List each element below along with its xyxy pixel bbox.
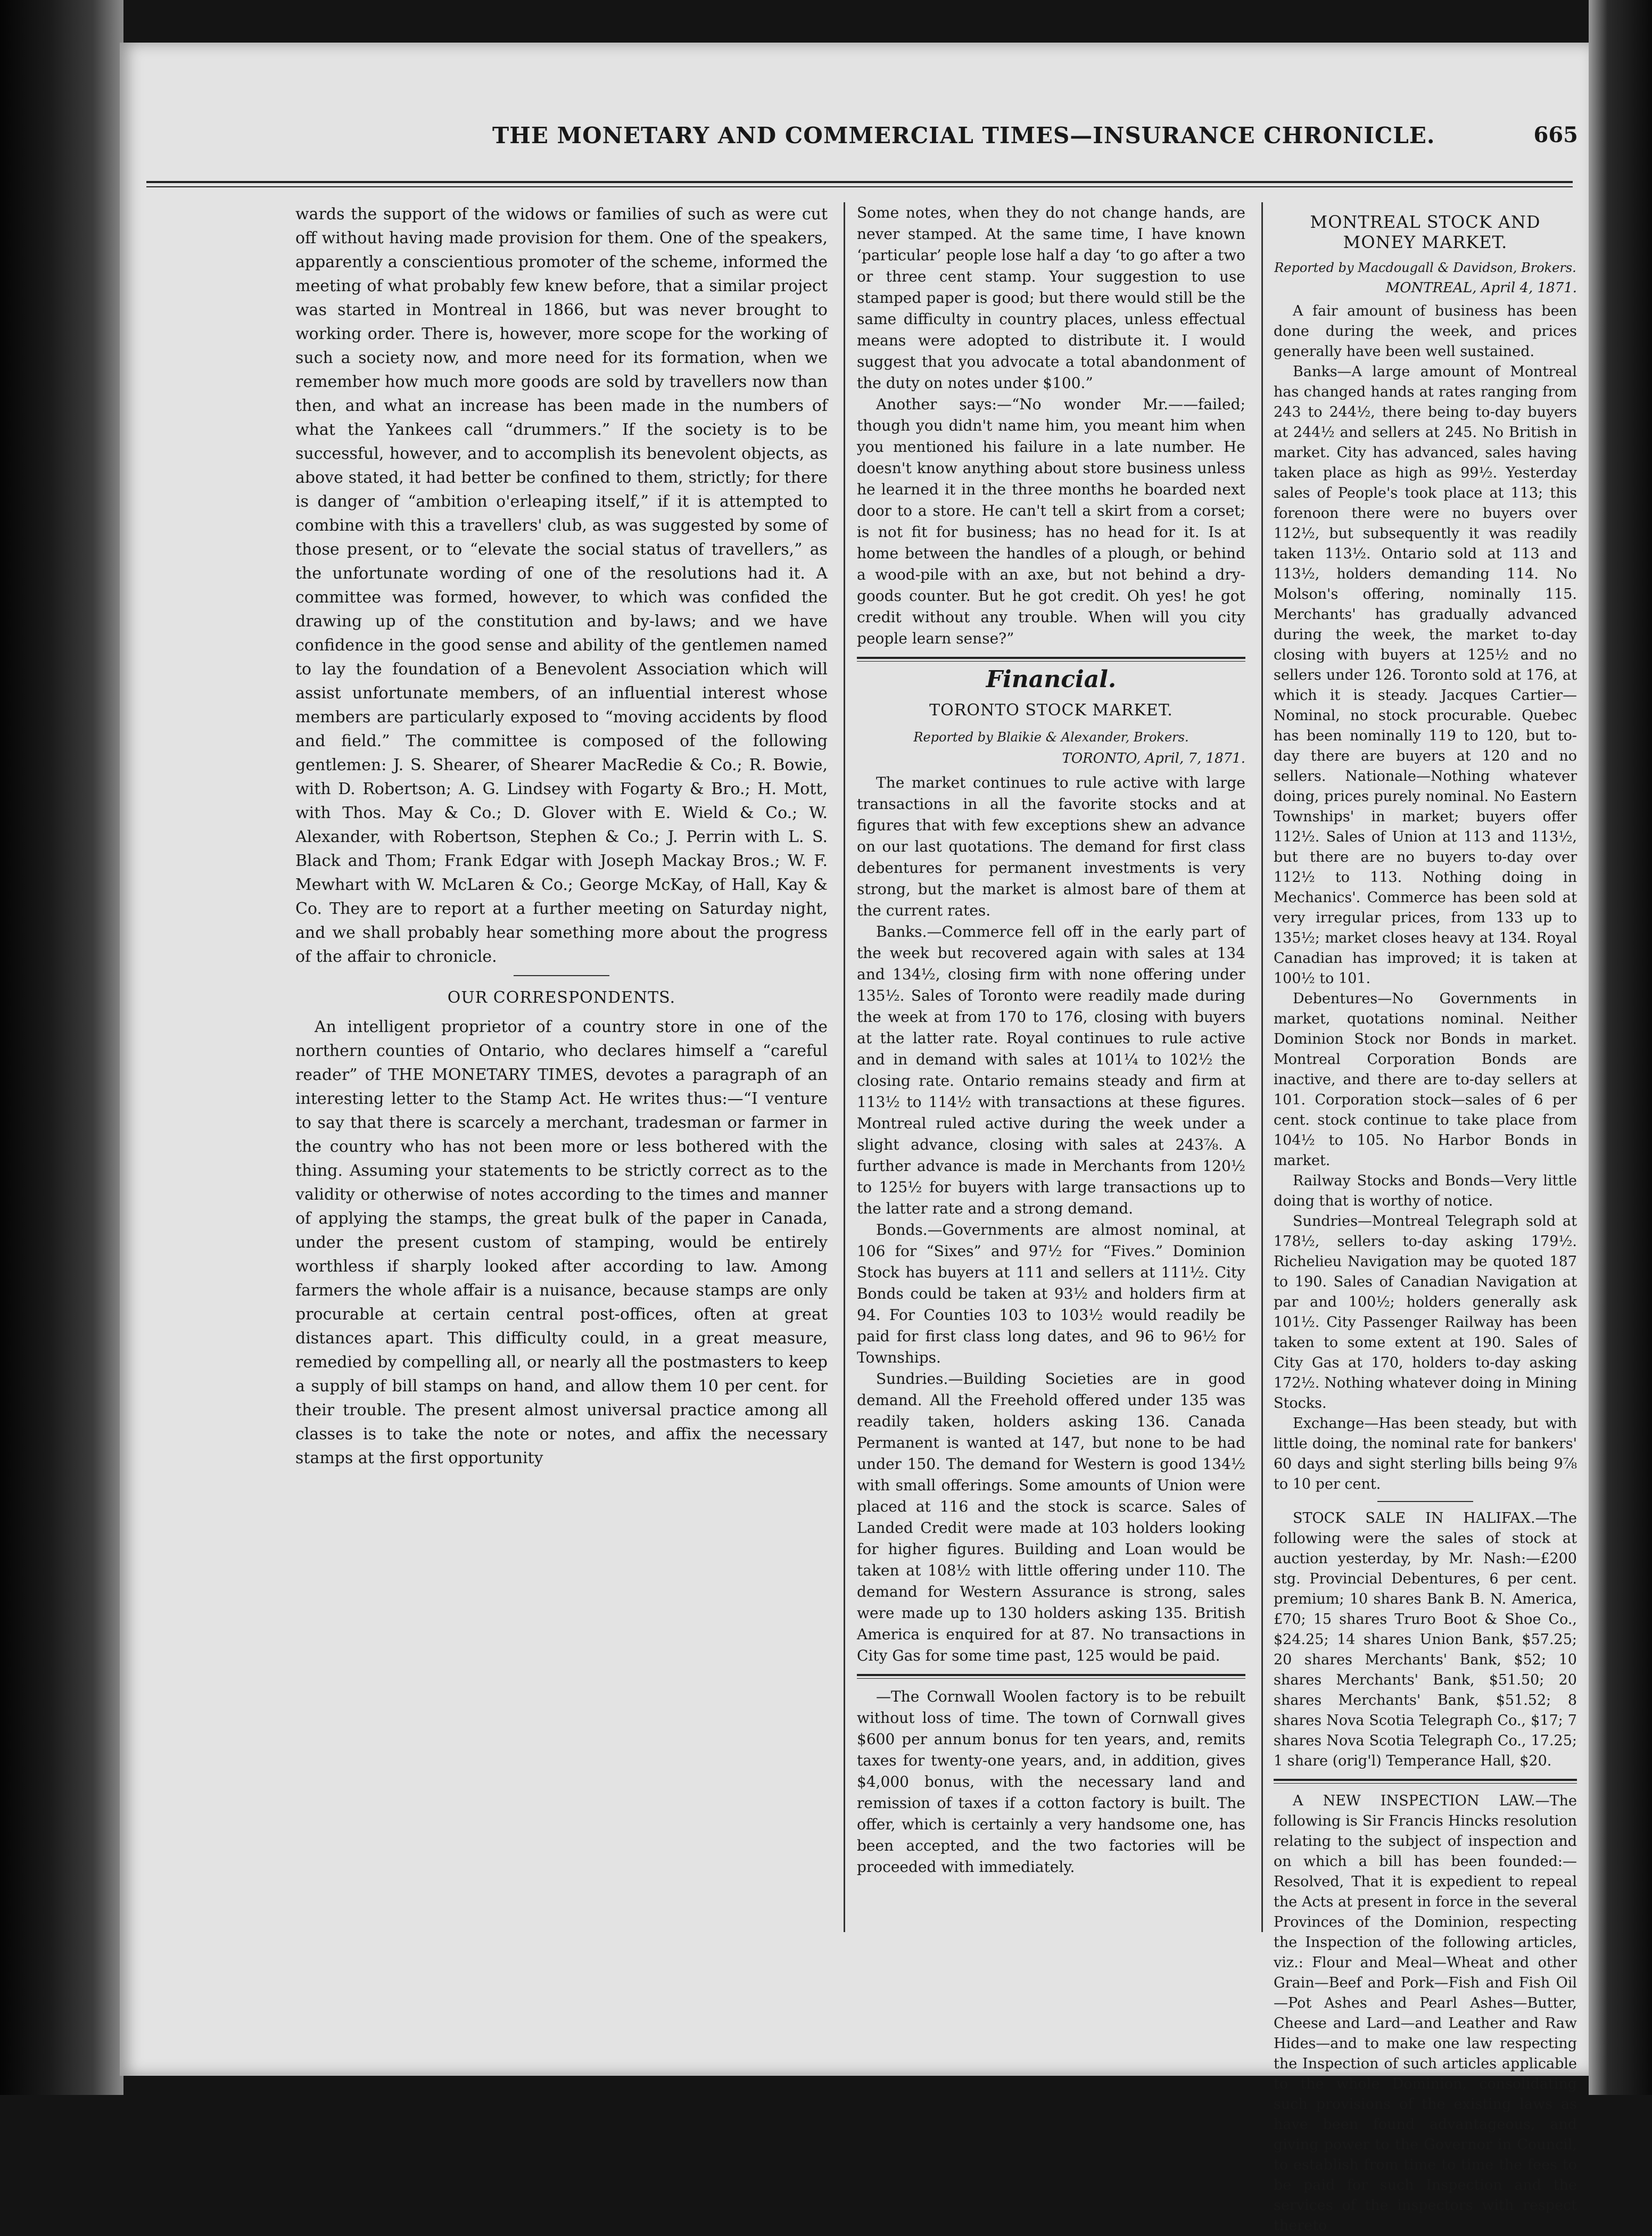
header-rule (146, 181, 1573, 187)
montreal-exchange: Exchange—Has been steady, but with little doing, the nominal rate for bankers' 60 days and sight sterling bills being 9⅞ to 10 per cent. (1274, 1415, 1577, 1492)
toronto-banks: Banks.—Commerce fell off in the early part of the week but recovered again with sales at 134 and 134½, closing firm with none offering under 135½. Sales of Toronto were readily made during the week at from 170 to 176, closing with buyers at the latter rate. Royal continues to rule active and in demand with sales at 101¼ to 102½ the closing rate. Ontario remains steady and firm at 113½ to 114½ with transactions at these figures. Montreal ruled active during the week under a slight advance, closing with sales at 243⅞. A further advance is made in Merchants from 120½ to 125½ for buyers with large transactions up to the latter rate and a strong demand. (857, 923, 1245, 1217)
column-2 (857, 202, 1245, 2012)
column-rule-1 (844, 202, 845, 1932)
correspondents-heading: OUR CORRESPONDENTS. (447, 988, 676, 1007)
section-divider (514, 975, 609, 976)
toronto-sundries: Sundries.—Building Societies are in good demand. All the Freehold offered under 135 was readily taken, holders asking 136. Canada Permanent is wanted at 147, but none to be had under 150. The demand for Western is good 134½ with small offerings. Some amounts of Union were placed at 116 and the stock is scarce. Sales of Landed Credit were made at 103 holders looking for higher figures. Building and Loan would be taken at 108½ with little offering under 110. The demand for Western Assurance is strong, sales were made up to 130 holders asking 135. British America is enquired for at 87. No transactions in City Gas for some time past, 125 would be paid. (857, 1370, 1245, 1664)
montreal-debentures: Debentures—No Governments in market, quotations nominal. Neither Dominion Stock nor Bonds in market. Montreal Corporation Bonds are inactive, and there are to-day sellers at 101. Corporation stock—sales of 6 per cent. stock continue to take place from 104½ to 105. No Harbor Bonds in market. (1274, 991, 1577, 1169)
toronto-dateline: TORONTO, April, 7, 1871. (1062, 750, 1245, 766)
page-title: THE MONETARY AND COMMERCIAL TIMES—INSURANCE CHRONICLE. (492, 122, 1435, 148)
montreal-railway: Railway Stocks and Bonds—Very little doing that is worthy of notice. (1274, 1173, 1577, 1209)
montreal-sundries: Sundries—Montreal Telegraph sold at 178½, sellers to-day asking 179½. Richelieu Navigation may be quoted 187 to 190. Sales of Canadian Navigation at par and 100½; holders generally ask 101½. City Passenger Railway has been taken to some extent at 190. Sales of City Gas at 170, holders to-day asking 172½. Nothing whatever doing in Mining Stocks. (1274, 1213, 1577, 1412)
inspection-law-paragraph: A NEW INSPECTION LAW.—The following is Sir Francis Hincks resolution relating to the subject of inspection and on which a bill has been founded:—Resolved, That it is expedient to repeal the Acts at present in force in the several Provinces of the Dominion, respecting the Inspection of the following articles, viz.: Flour and Meal—Wheat and other Grain—Beef and Pork—Fish and Fish Oil—Pot Ashes and Pearl Ashes—Butter, Cheese and Lard—and Leather and Raw Hides—and to make one law respecting the Inspection of such articles applicable to the whole Dominion, consolidating such provisions of the existing laws as have been found advantageous, and giving power to the Governor in Council, to establish from time to time the fees to be paid for such Inspection and the services of the inspectors with respect thereto (1274, 1793, 1577, 2234)
montreal-stock-heading: MONTREAL STOCK AND MONEY MARKET. (1310, 212, 1541, 252)
financial-divider (857, 657, 1245, 662)
halifax-stock-sale: STOCK SALE IN HALIFAX.—The following were the sales of stock at auction yesterday, by Mr. Nash:—£200 stg. Provincial Debentures, 6 per cent. premium; 10 shares Bank B. N. America, £70; 15 shares Truro Boot & Shoe Co., $24.25; 14 shares Union Bank, $57.25; 20 shares Merchants' Bank, $52; 10 shares Merchants' Bank, $51.50; 20 shares Merchants' Bank, $51.52; 8 shares Nova Scotia Telegraph Co., $17; 7 shares Nova Scotia Telegraph Co., 17.25; 1 share (orig'l) Temperance Hall, $20. (1274, 1510, 1577, 1769)
halifax-divider (1377, 1501, 1473, 1502)
montreal-banks: Banks—A large amount of Montreal has changed hands at rates ranging from 243 to 244½, there being to-day buyers at 244½ and sellers at 245. No British in market. City has advanced, sales having taken place as high as 99½. Yesterday sales of People's took place at 113; this forenoon there were no buyers over 112½, but subsequently it was readily taken 113½. Ontario sold at 113 and 113½, holders demanding 114. No Molson's offering, nominally 115. Merchants' has gradually advanced during the week, the market to-day closing with buyers at 125½ and no sellers under 126. Toronto sold at 176, at which it is steady. Jacques Cartier—Nominal, no stock procurable. Quebec has been nominally 119 to 120, but to-day there are buyers at 120 and no sellers. Nationale—Nothing whatever doing, prices purely nominal. No Eastern Townships' in market; buyers offer 112½. Sales of Union at 113 and 113½, but there are no buyers to-day over 112½ to 113. Nothing doing in Mechanics'. Commerce has been sold at very irregular prices, from 133 up to 135½; market closes heavy at 134. Royal Canadian has improved; it is taken at 100½ to 101. (1274, 364, 1577, 987)
column-1 (295, 202, 828, 2012)
scan-edge-right (1589, 0, 1652, 2095)
column-rule-2 (1261, 202, 1263, 1932)
financial-heading: Financial. (986, 666, 1117, 693)
page-header (120, 122, 1589, 170)
toronto-bonds: Bonds.—Governments are almost nominal, at 106 for “Sixes” and 97½ for “Fives.” Dominion Stock has buyers at 111 and sellers at 111½. City Bonds could be taken at 93½ and holders firm at 94. For Counties 103 to 103½ would readily be paid for first class long dates, and 96 to 96½ for Townships. (857, 1221, 1245, 1366)
montreal-dateline: MONTREAL, April 4, 1871. (1385, 280, 1577, 296)
stamp-letter-continued: Some notes, when they do not change hands, are never stamped. At the same time, I have known ‘particular’ people lose half a day ‘to go after a two or three cent stamp. Your suggestion to use stamped paper is good; but there would still be the same difficulty in country places, unless effectual means were adopted to distribute it. I would suggest that you advocate a total abandonment of the duty on notes under $100.” (857, 204, 1245, 392)
montreal-reported-by: Reported by Macdougall & Davidson, Brokers. (1274, 260, 1576, 275)
page-number: 665 (1533, 122, 1578, 147)
another-correspondent-paragraph: Another says:—“No wonder Mr.——failed; though you didn't name him, you meant him when you mentioned his failure in a late number. He doesn't know anything about store business unless he learned it in the three months he boarded next door to a store. He can't tell a skirt from a corset; is not fit for business; has no head for it. Is at home between the handles of a plough, or behind a wood-pile with an axe, but not behind a dry-goods counter. But he got credit. Oh yes! he got credit without any trouble. When will you city people learn sense?” (857, 395, 1245, 647)
toronto-stock-heading: TORONTO STOCK MARKET. (929, 701, 1173, 720)
toronto-reported-by: Reported by Blaikie & Alexander, Brokers. (913, 730, 1189, 745)
toronto-market-intro: The market continues to rule active with large transactions in all the favorite stocks and at figures that with few exceptions shew an advance on our last quotations. The demand for first class debentures for permanent investments is very strong, but the market is almost bare of them at the current rates. (857, 774, 1245, 919)
inspection-divider (1274, 1779, 1577, 1784)
newspaper-page (120, 43, 1589, 2234)
correspondents-paragraph: An intelligent proprietor of a country store in one of the northern counties of Ontario, who declares himself a “careful reader” of THE MONETARY TIMES, devotes a paragraph of an interesting letter to the Stamp Act. He writes thus:—“I venture to say that there is scarcely a merchant, tradesman or farmer in the country who has not been more or less bothered with the thing. Assuming your statements to be strictly correct as to the validity or otherwise of notes according to the times and manner of applying the stamps, the great bulk of the paper in Canada, under the present custom of stamping, would be entirely worthless if sharply looked after according to law. Among farmers the whole affair is a nuisance, because stamps are only procurable at certain central post-offices, often at great distances apart. This difficulty could, in a great measure, remedied by compelling all, or nearly all the postmasters to keep a supply of bill stamps on hand, and allow them 10 per cent. for their trouble. The present almost universal practice among all classes is to take the note or notes, and affix the necessary stamps at the first opportunity (295, 1018, 828, 1467)
montreal-intro: A fair amount of business has been done during the week, and prices generally have been well sustained. (1274, 303, 1577, 360)
cornwall-divider (857, 1674, 1245, 1679)
scan-edge-left (0, 0, 123, 2095)
cornwall-woolen-paragraph: —The Cornwall Woolen factory is to be rebuilt without loss of time. The town of Cornwall gives $600 per annum bonus for ten years, and, remits taxes for twenty-one years, and, in addition, gives $4,000 bonus, with the necessary land and remission of taxes if a cotton factory is built. The offer, which is certainly a very handsome one, has been accepted, and the two factories will be proceeded with immediately. (857, 1688, 1245, 1876)
benevolent-association-paragraph: wards the support of the widows or families of such as were cut off without having made provision for them. One of the speakers, apparently a conscientious promoter of the scheme, informed the meeting of what probably few knew before, that a similar project was started in Montreal in 1866, but was never brought to working order. There is, however, more scope for the working of such a society now, and more need for its formation, when we remember how much more goods are sold by travellers now than then, and what an increase has been made in the numbers of what the Yankees call “drummers.” If the society is to be successful, however, and to accomplish its benevolent objects, as above stated, it had better be confined to them, strictly; for there is danger of “ambition o'erleaping itself,” if it is attempted to combine with this a travellers' club, as was suggested by some of those present, or to “elevate the social status of travellers,” as the unfortunate wording of one of the resolutions had it. A committee was formed, however, to which was confided the drawing up of the constitution and by-laws; and we have confidence in the good sense and ability of the gentlemen named to lay the foundation of a Benevolent Association which will assist unfortunate members, of an influential interest whose members are particularly exposed to “moving accidents by flood and field.” The committee is composed of the following gentlemen: J. S. Shearer, of Shearer MacRedie & Co.; R. Bowie, with D. Robertson; A. G. Lindsey with Fogarty & Bro.; H. Mott, with Thos. May & Co.; D. Glover with E. Wield & Co.; W. Alexander, with Robertson, Stephen & Co.; J. Perrin with L. S. Black and Thom; Frank Edgar with Joseph Mackay Bros.; W. F. Mewhart with W. McLaren & Co.; George McKay, of Hall, Kay & Co. They are to report at a further meeting on Saturday night, and we shall probably hear something more about the progress of the affair to chronicle. (295, 205, 828, 966)
column-3 (1274, 202, 1577, 2234)
